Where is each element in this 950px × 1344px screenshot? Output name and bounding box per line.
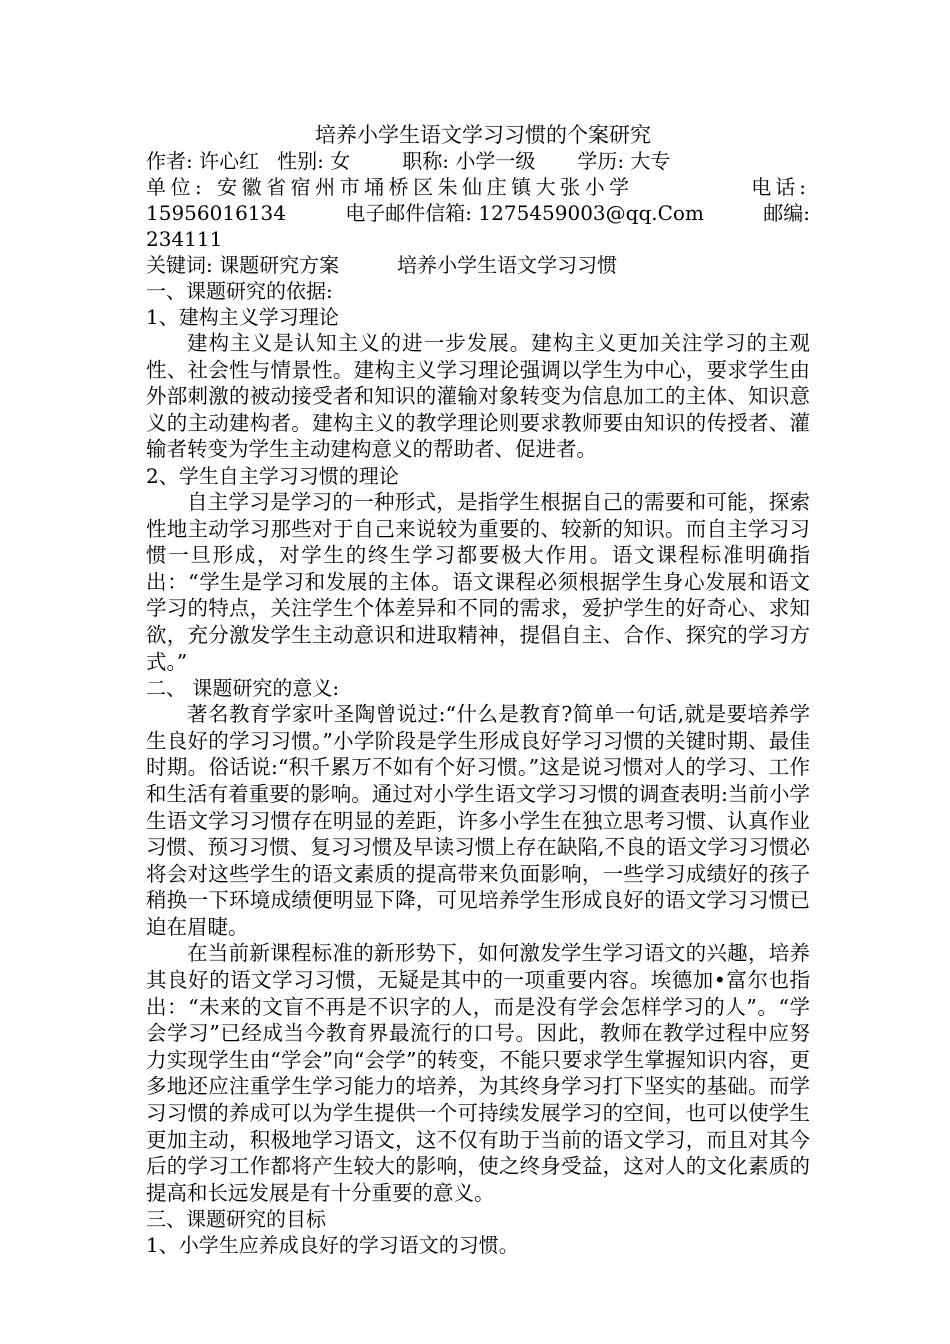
paragraph: 著名教育学家叶圣陶曾说过:“什么是教育?简单一句话,就是要培养学生良好的学习习惯。”小学阶段是学生形成良好学习习惯的关键时期、最佳时期。俗话说:“积千累万不如有个好习惯。”这是说习惯对人的学习、工作和生活有着重要的影响。通过对小学生语文学习习惯的调查表明:当前小学生语文学习习惯存在明显的差距，许多小学生在独立思考习惯、认真作业习惯、预习习惯、复习习惯及早读习惯上存在缺陷,不良的语文学习习惯必将会对这些学生的语文素质的提高带来负面影响，一些学习成绩好的孩子稍换一下环境成绩便明显下降，可见培养学生形成良好的语文学习习惯已迫在眉睫。 [146, 702, 810, 939]
phone-number: 15956016134 [146, 201, 286, 225]
section-heading: 二、 课题研究的意义: [146, 676, 340, 701]
keywords-label: 关键词: 课题研究方案 [146, 253, 340, 277]
gender: 性别: 女 [277, 149, 351, 173]
paragraph: 在当前新课程标准的新形势下，如何激发学生学习语文的兴趣，培养其良好的语文学习习惯，无疑是其中的一项重要内容。埃德加•富尔也指出：“未来的文盲不再是不识字的人，而是没有学会怎样学习的人”。“学会学习”已经成当今教育界最流行的口号。因此，教师在教学过程中应努力实现学生由“学会”向“会学”的转变，不能只要求学生掌握知识内容，更多地还应注重学生学习能力的培养，为其终身学习打下坚实的基础。而学习习惯的养成可以为学生提供一个可持续发展学习的空间，也可以使学生更加主动，积极地学习语文，这不仅有助于当前的语文学习，而且对其今后的学习工作都将产生较大的影响，使之终身受益，这对人的文化素质的提高和长远发展是有十分重要的意义。 [146, 941, 810, 1205]
goal-item: 1、小学生应养成良好的学习语文的习惯。 [146, 1233, 519, 1258]
section-heading: 一、课题研究的依据: [146, 279, 333, 303]
paragraph: 建构主义是认知主义的进一步发展。建构主义更加关注学习的主观性、社会性与情景性。建构主义学习理论强调以学生为中心，要求学生由外部刺激的被动接受者和知识的灌输对象转变为信息加工的主体、知识意义的主动建构者。建构主义的教学理论则要求教师要由知识的传授者、灌输者转变为学生主动建构意义的帮助者、促进者。 [146, 331, 810, 462]
postcode: 234111 [146, 227, 223, 251]
document-page [146, 122, 810, 1258]
author-info-line [146, 148, 810, 174]
keywords-value: 培养小学生语文学习习惯 [397, 253, 618, 277]
phone-label: 电话: [751, 175, 810, 199]
subsection-heading: 2、学生自主学习习惯的理论 [146, 463, 399, 488]
author: 作者: 许心红 [146, 149, 260, 173]
education: 学历: 大专 [577, 149, 671, 173]
job-title: 职称: 小学一级 [402, 149, 536, 173]
paragraph: 自主学习是学习的一种形式，是指学生根据自己的需要和可能，探索性地主动学习那些对于自己来说较为重要的、较新的知识。而自主学习习惯一旦形成，对学生的终生学习都要极大作用。语文课程标准明确指出：“学生是学习和发展的主体。语文课程必须根据学生身心发展和语文学习的特点，关注学生个体差异和不同的需求，爱护学生的好奇心、求知欲，充分激发学生主动意识和进取精神，提倡自主、合作、探究的学习方式。” [146, 489, 810, 674]
section-heading: 三、课题研究的目标 [146, 1207, 326, 1232]
postcode-label: 邮编: [763, 201, 810, 225]
keywords-line [146, 252, 810, 278]
contact-line [146, 200, 810, 226]
unit-line [146, 174, 810, 200]
unit: 单位: 安徽省宿州市埇桥区朱仙庄镇大张小学 [146, 175, 634, 199]
email: 电子邮件信箱: 1275459003@qq.Com [345, 201, 704, 225]
document-title: 培养小学生语文学习习惯的个案研究 [315, 123, 651, 147]
subsection-heading: 1、建构主义学习理论 [146, 305, 339, 329]
